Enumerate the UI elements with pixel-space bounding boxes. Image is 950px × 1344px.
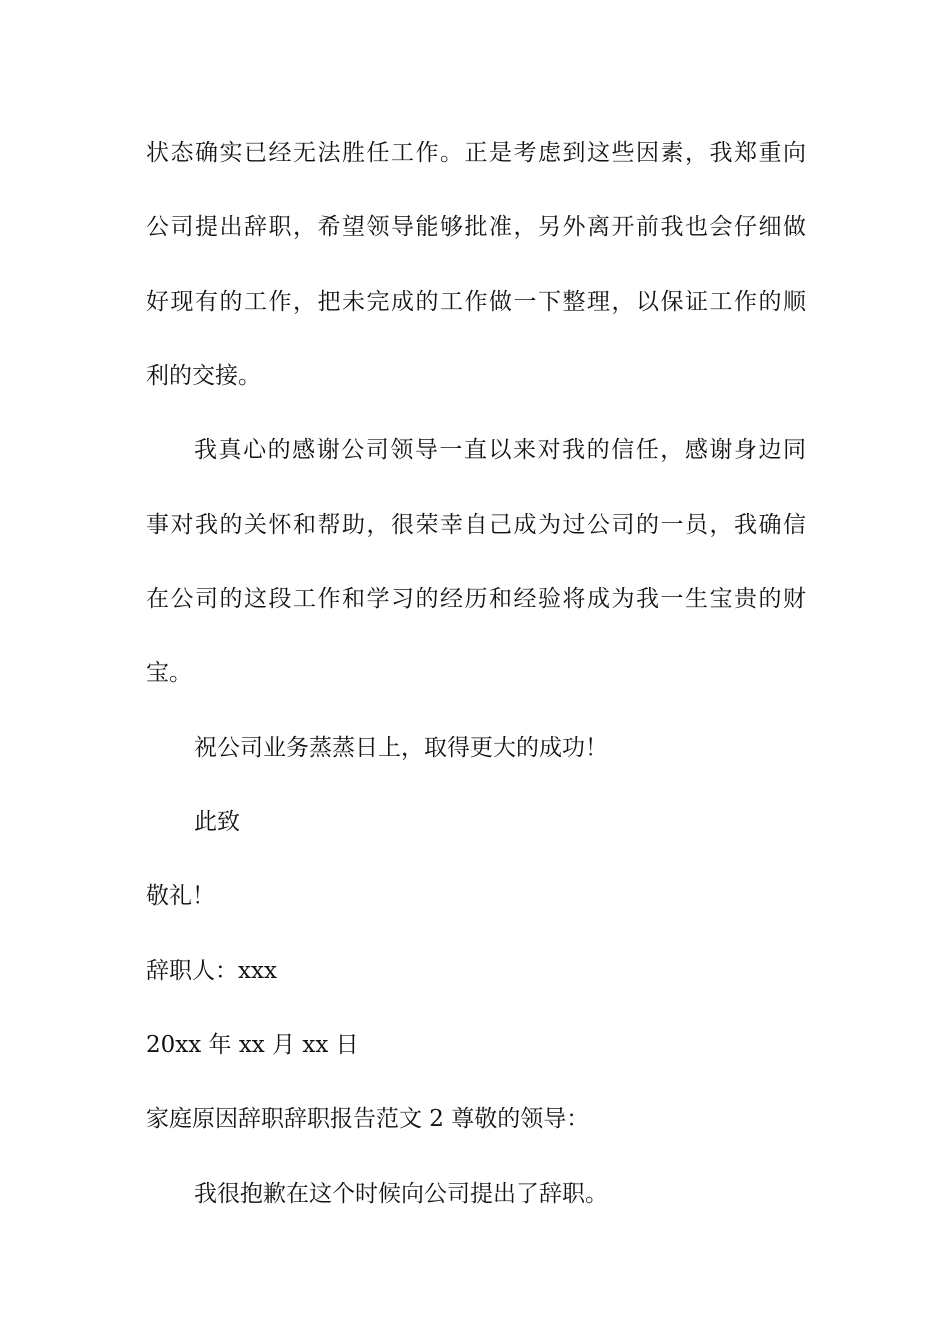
closing-line: 此致: [194, 809, 240, 835]
date-line: 20xx 年 xx 月 xx 日: [146, 1032, 359, 1058]
paragraph-line-8: 宝。: [146, 660, 192, 686]
paragraph-line-4: 利的交接。: [146, 363, 261, 389]
paragraph-line-7: 在公司的这段工作和学习的经历和经验将成为我一生宝贵的财: [146, 586, 806, 612]
paragraph-line-1: 状态确实已经无法胜任工作。正是考虑到这些因素，我郑重向: [146, 140, 806, 166]
paragraph-line-2: 公司提出辞职，希望领导能够批准，另外离开前我也会仔细做: [146, 214, 806, 240]
paragraph-line-6: 事对我的关怀和帮助，很荣幸自己成为过公司的一员，我确信: [146, 512, 806, 538]
paragraph-line-3: 好现有的工作，把未完成的工作做一下整理，以保证工作的顺: [146, 289, 806, 315]
resigner-line: 辞职人：xxx: [146, 958, 277, 984]
wish-line: 祝公司业务蒸蒸日上，取得更大的成功！: [194, 735, 608, 761]
salutation-line: 敬礼！: [146, 883, 215, 909]
sample-title-line: 家庭原因辞职辞职报告范文 2 尊敬的领导：: [146, 1106, 590, 1132]
paragraph-line-5: 我真心的感谢公司领导一直以来对我的信任，感谢身边同: [194, 437, 806, 463]
sample-first-line: 我很抱歉在这个时候向公司提出了辞职。: [194, 1181, 608, 1207]
